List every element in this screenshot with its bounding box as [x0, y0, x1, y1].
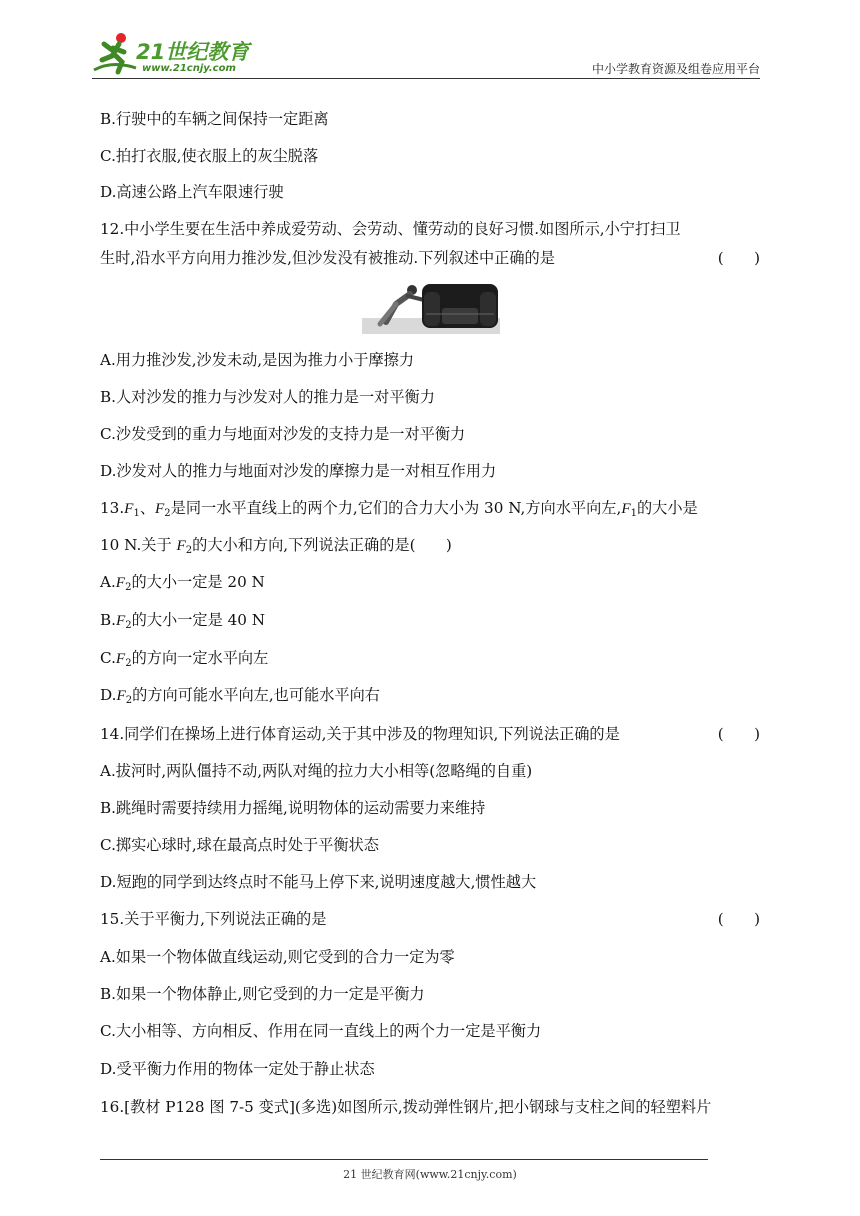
q15-option-d: D.受平衡力作用的物体一定处于静止状态	[100, 1060, 375, 1078]
q16-stem: 16.[教材 P128 图 7-5 变式](多选)如图所示,拨动弹性钢片,把小钢球与支柱之间的轻塑料片	[100, 1098, 712, 1116]
q15-answer-blank: ( )	[717, 910, 760, 928]
header-divider	[92, 78, 760, 79]
page-header	[92, 30, 760, 78]
q11-option-d: D.高速公路上汽车限速行驶	[100, 183, 284, 201]
q12-answer-blank: ( )	[717, 249, 760, 267]
site-logo[interactable]	[92, 30, 262, 78]
q14-stem: 14.同学们在操场上进行体育运动,关于其中涉及的物理知识,下列说法正确的是	[100, 725, 620, 743]
logo-url: www.21cnjy.com	[142, 63, 236, 74]
q14-option-b: B.跳绳时需要持续用力摇绳,说明物体的运动需要力来维持	[100, 799, 486, 817]
footer-divider	[100, 1159, 708, 1160]
runner-logo-icon	[92, 30, 138, 76]
q14-option-d: D.短跑的同学到达终点时不能马上停下来,说明速度越大,惯性越大	[100, 873, 537, 891]
q13-stem-line1: $13.F_1$、$F_2$是同一水平直线上的两个力,它们的合力大小为 30 N,方向水平向左$,F_1$的大小是	[100, 499, 698, 519]
q14-answer-blank: ( )	[717, 725, 760, 743]
sofa-push-photo	[362, 278, 500, 334]
q15-option-c: C.大小相等、方向相反、作用在同一直线上的两个力一定是平衡力	[100, 1022, 542, 1040]
q11-option-c: C.拍打衣服,使衣服上的灰尘脱落	[100, 147, 319, 165]
q15-option-a: A.如果一个物体做直线运动,则它受到的合力一定为零	[100, 948, 455, 966]
q12-option-a: A.用力推沙发,沙发未动,是因为推力小于摩擦力	[100, 351, 415, 369]
q15-option-b: B.如果一个物体静止,则它受到的力一定是平衡力	[100, 985, 425, 1003]
q12-stem-line2: 生时,沿水平方向用力推沙发,但沙发没有被推动.下列叙述中正确的是	[100, 249, 555, 267]
q13-option-d: $D.F_2$的方向可能水平向左,也可能水平向右	[100, 686, 380, 706]
q13-option-b: $B.F_2$的大小一定是 40 N	[100, 611, 266, 631]
platform-title: 中小学教育资源及组卷应用平台	[591, 62, 760, 76]
q11-option-b: B.行驶中的车辆之间保持一定距离	[100, 110, 329, 128]
q12-stem-line1: 12.中小学生要在生活中养成爱劳动、会劳动、懂劳动的良好习惯.如图所示,小宁打扫卫	[100, 220, 681, 238]
q13-option-c: $C.F_2$的方向一定水平向左	[100, 649, 269, 669]
page-footer[interactable]: 21 世纪教育网(www.21cnjy.com)	[343, 1168, 517, 1181]
q15-stem: 15.关于平衡力,下列说法正确的是	[100, 910, 327, 928]
q13-stem-line2: 10 N.关于 $F_2$的大小和方向,下列说法正确的是( )	[100, 536, 452, 556]
q14-option-a: A.拔河时,两队僵持不动,两队对绳的拉力大小相等(忽略绳的自重)	[100, 762, 533, 780]
q14-option-c: C.掷实心球时,球在最高点时处于平衡状态	[100, 836, 379, 854]
q12-option-b: B.人对沙发的推力与沙发对人的推力是一对平衡力	[100, 388, 435, 406]
q12-option-d: D.沙发对人的推力与地面对沙发的摩擦力是一对相互作用力	[100, 462, 497, 480]
q13-option-a: $A.F_2$的大小一定是 20 N	[100, 573, 265, 593]
logo-text: 21世纪教育	[136, 40, 250, 64]
q12-option-c: C.沙发受到的重力与地面对沙发的支持力是一对平衡力	[100, 425, 466, 443]
